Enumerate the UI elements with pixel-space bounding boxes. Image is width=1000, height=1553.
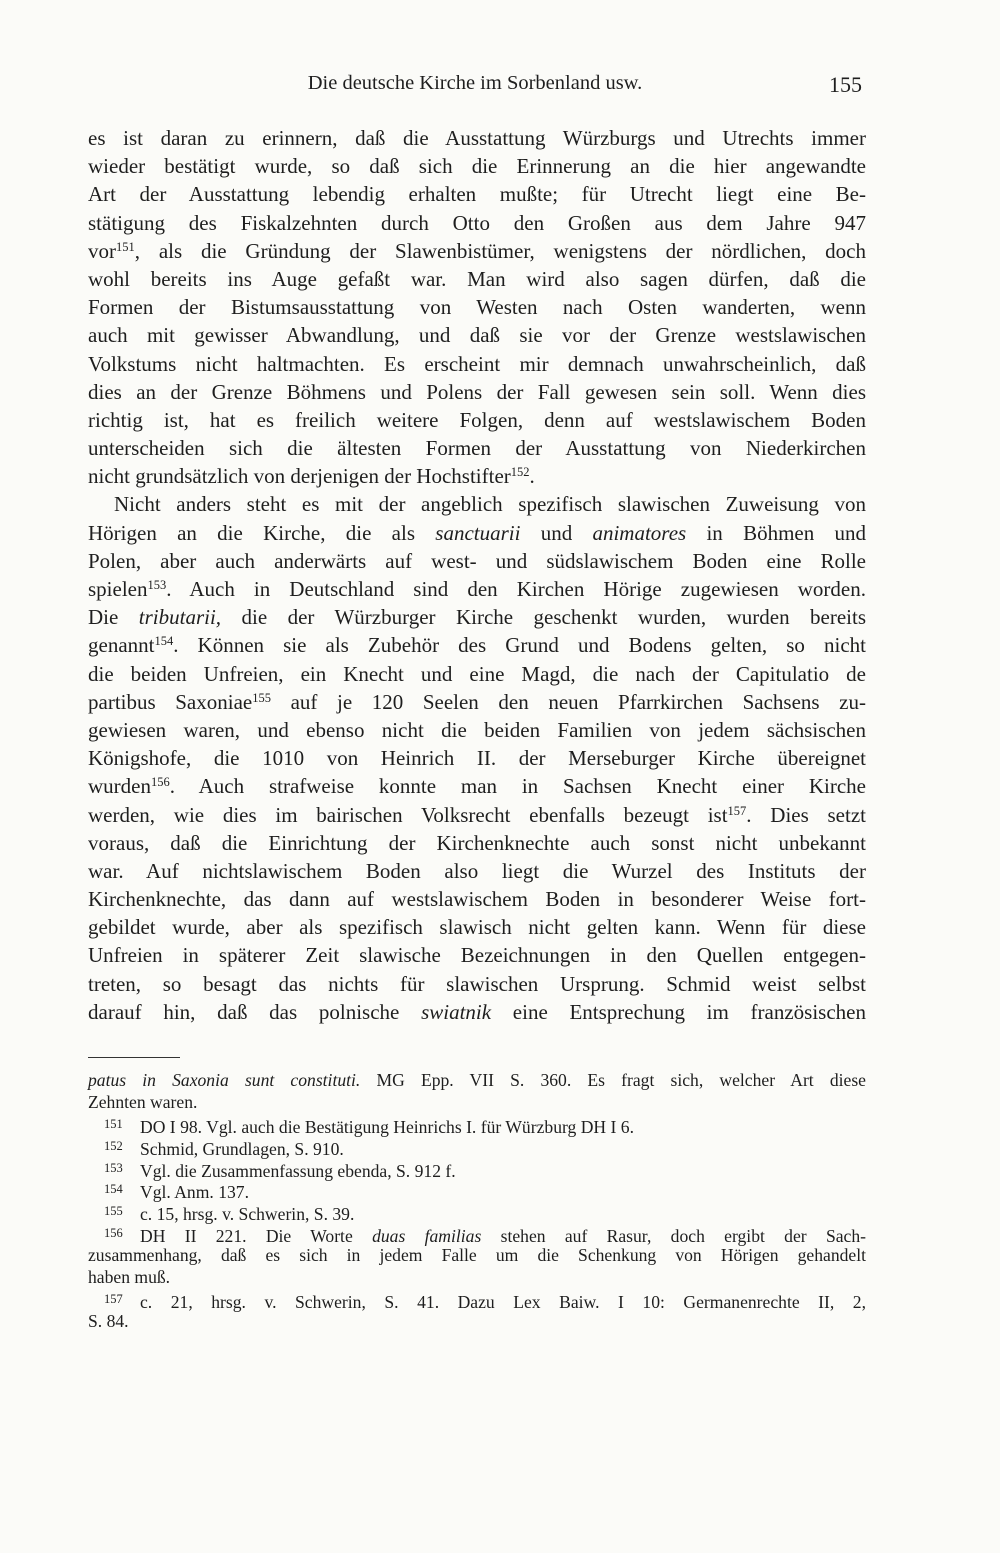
footnote-ref[interactable]: 153 [147, 578, 167, 592]
footnote-text: c. 15, hrsg. v. Schwerin, S. 39. [140, 1204, 355, 1225]
footnote-number: 157 [104, 1291, 123, 1306]
footnote-153 [88, 1158, 866, 1180]
text-line [88, 688, 866, 716]
text-run: partibus Saxoniae [88, 689, 253, 714]
page-header [88, 72, 862, 104]
footnote-text: DO I 98. Vgl. auch die Bestätigung Heinrichs I. für Würzburg DH I 6. [140, 1116, 634, 1137]
footnote-number: 151 [104, 1116, 123, 1131]
text-run: spielen [88, 577, 148, 601]
text-line: war. Auf nichtslawischem Boden also liegt die Wurzel des Instituts der [88, 858, 866, 883]
footnote-156-cont: haben muß. [88, 1267, 171, 1288]
text-line: die beiden Unfreien, ein Knecht und eine Magd, die nach der Capitulatio de [88, 661, 866, 686]
text-line: Nicht anders steht es mit der angeblich spezifisch slawischen Zuweisung von [114, 492, 866, 517]
italic-term: patus in Saxonia sunt constituti. [88, 1070, 361, 1090]
italic-term: animatores [592, 520, 687, 545]
running-title: Die deutsche Kirche im Sorbenland usw. [307, 72, 643, 94]
footnote-ref[interactable]: 155 [252, 690, 271, 705]
footnote-155 [88, 1201, 866, 1223]
footnote-text: DH II 221. Die Worte [140, 1226, 373, 1247]
text-line: wieder bestätigt wurde, so daß sich die Erinnerung an die hier angewandte [88, 154, 866, 179]
text-line: unterscheiden sich die ältesten Formen der Ausstattung von Niederkirchen [88, 436, 866, 461]
footnote-ref[interactable]: 154 [154, 634, 174, 649]
text-line: gebildet wurde, aber als spezifisch slawisch nicht gelten kann. Wenn für diese [88, 915, 866, 940]
footnote-154 [88, 1179, 866, 1201]
footnote-text: Vgl. die Zusammenfassung ebenda, S. 912 f. [140, 1160, 456, 1181]
footnote-157-cont: S. 84. [88, 1310, 129, 1331]
footnote-ref[interactable]: 151 [116, 239, 135, 254]
italic-term: swiatnik [421, 999, 492, 1024]
text-line: voraus, daß die Einrichtung der Kirchenknechte auch sonst nicht unbekannt [88, 830, 866, 855]
footnotes [88, 1070, 866, 1333]
text-run: . Auch in Deutschland sind den Kirchen Hörige zugewiesen worden. [166, 577, 866, 601]
text-run: die der Würzburger Kirche geschenkt wurden, wurden bereits [221, 605, 866, 630]
text-line: wohl bereits ins Auge gefaßt war. Man wird also sagen dürfen, daß die [88, 266, 866, 291]
text-line: Formen der Bistumsausstattung von Westen nach Osten wanderten, wenn [88, 295, 866, 320]
text-line: gewiesen waren, und ebenso nicht die beiden Familien von jedem sächsischen [88, 717, 866, 742]
text-line [88, 237, 866, 265]
text-line: auch mit gewisser Abwandlung, und daß sie vor der Grenze westslawischen [88, 323, 866, 348]
text-run: . Dies setzt [746, 802, 866, 827]
italic-term: duas familias [372, 1226, 482, 1247]
text-run: , als die Gründung der Slawenbistümer, wenigstens der nördlichen, doch [134, 238, 866, 263]
italic-term: sanctuarii [435, 520, 521, 545]
text-run: darauf hin, daß das polnische [88, 999, 422, 1024]
text-run: wurden [88, 774, 151, 799]
text-run: in Böhmen und [686, 520, 866, 545]
italic-term: tributarii, [138, 605, 222, 630]
text-line [88, 801, 866, 829]
text-line: es ist daran zu erinnern, daß die Ausstattung Würzburgs und Utrechts immer [88, 126, 866, 150]
text-line: Volkstums nicht haltmachten. Es erscheint mir demnach unwahrscheinlich, daß [88, 351, 866, 376]
text-run: auf je 120 Seelen den neuen Pfarrkirchen Sachsens zu- [270, 689, 866, 714]
footnote-text: stehen auf Rasur, doch ergibt der Sach- [481, 1226, 867, 1247]
text-line: Art der Ausstattung lebendig erhalten mußte; für Utrecht liegt eine Be- [88, 182, 866, 207]
text-line [88, 575, 866, 603]
footnote-continuation: Zehnten waren. [88, 1091, 198, 1112]
footnote-number: 152 [104, 1138, 123, 1153]
footnote-continuation [88, 1070, 866, 1092]
footnote-number: 156 [104, 1226, 123, 1241]
footnote-157 [88, 1289, 866, 1311]
text-line [88, 462, 866, 490]
text-run: werden, wie dies im bairischen Volksrecht ebenfalls bezeugt ist [88, 802, 728, 827]
footnote-text: Vgl. Anm. 137. [140, 1182, 249, 1203]
text-line: Polen, aber auch anderwärts auf west- und südslawischem Boden eine Rolle [88, 548, 866, 573]
footnote-151 [88, 1114, 866, 1136]
footnote-number: 154 [104, 1182, 123, 1197]
text-run: eine Entsprechung im französischen [491, 999, 866, 1024]
text-run: MG Epp. VII S. 360. Es fragt sich, welcher Art diese [360, 1070, 866, 1090]
text-line: stätigung des Fiskalzehnten durch Otto den Großen aus dem Jahre 947 [88, 210, 866, 235]
text-line [88, 631, 866, 659]
text-run: . [529, 464, 535, 489]
page-number: 155 [829, 72, 862, 97]
text-line [88, 603, 866, 631]
footnote-divider [88, 1057, 180, 1058]
footnote-number: 155 [104, 1204, 123, 1219]
footnote-ref[interactable]: 157 [727, 803, 747, 818]
text-line [88, 772, 866, 800]
text-run: Die [88, 605, 139, 630]
footnote-156 [88, 1223, 866, 1245]
text-line [88, 519, 866, 547]
footnote-ref[interactable]: 156 [150, 775, 170, 790]
text-line: dies an der Grenze Böhmens und Polens der Fall gewesen sein soll. Wenn dies [88, 379, 866, 404]
text-line: Kirchenknechte, das dann auf westslawischem Boden in besonderer Weise fort- [88, 887, 866, 912]
footnote-text: Schmid, Grundlagen, S. 910. [140, 1138, 344, 1159]
footnote-number: 153 [104, 1160, 123, 1175]
text-line: treten, so besagt das nichts für slawischen Ursprung. Schmid weist selbst [88, 971, 866, 996]
footnote-152 [88, 1136, 866, 1158]
text-run: . Können sie als Zubehör des Grund und Bodens gelten, so nicht [173, 633, 866, 658]
text-line: richtig ist, hat es freilich weitere Folgen, denn auf westslawischem Boden [88, 407, 866, 432]
text-run: und [520, 520, 593, 545]
body-text [88, 124, 866, 1026]
footnote-ref[interactable]: 152 [510, 465, 530, 480]
text-line: Königshofe, die 1010 von Heinrich II. der Merseburger Kirche übereignet [88, 746, 866, 771]
text-line [88, 998, 866, 1026]
text-run: . Auch strafweise konnte man in Sachsen Knecht einer Kirche [169, 774, 866, 799]
text-line: Unfreien in späterer Zeit slawische Bezeichnungen in den Quellen entgegen- [88, 943, 866, 968]
footnote-156-cont: zusammenhang, daß es sich in jedem Falle um die Schenkung von Hörigen gehandelt [88, 1245, 866, 1266]
text-run: Hörigen an die Kirche, die als [88, 520, 436, 545]
text-run: genannt [88, 633, 155, 658]
text-run: vor [88, 238, 116, 263]
footnote-text: c. 21, hrsg. v. Schwerin, S. 41. Dazu Lex Baiw. I 10: Germanenrechte II, 2, [140, 1291, 866, 1312]
text-run: nicht grundsätzlich von derjenigen der Hochstifter [88, 464, 511, 489]
